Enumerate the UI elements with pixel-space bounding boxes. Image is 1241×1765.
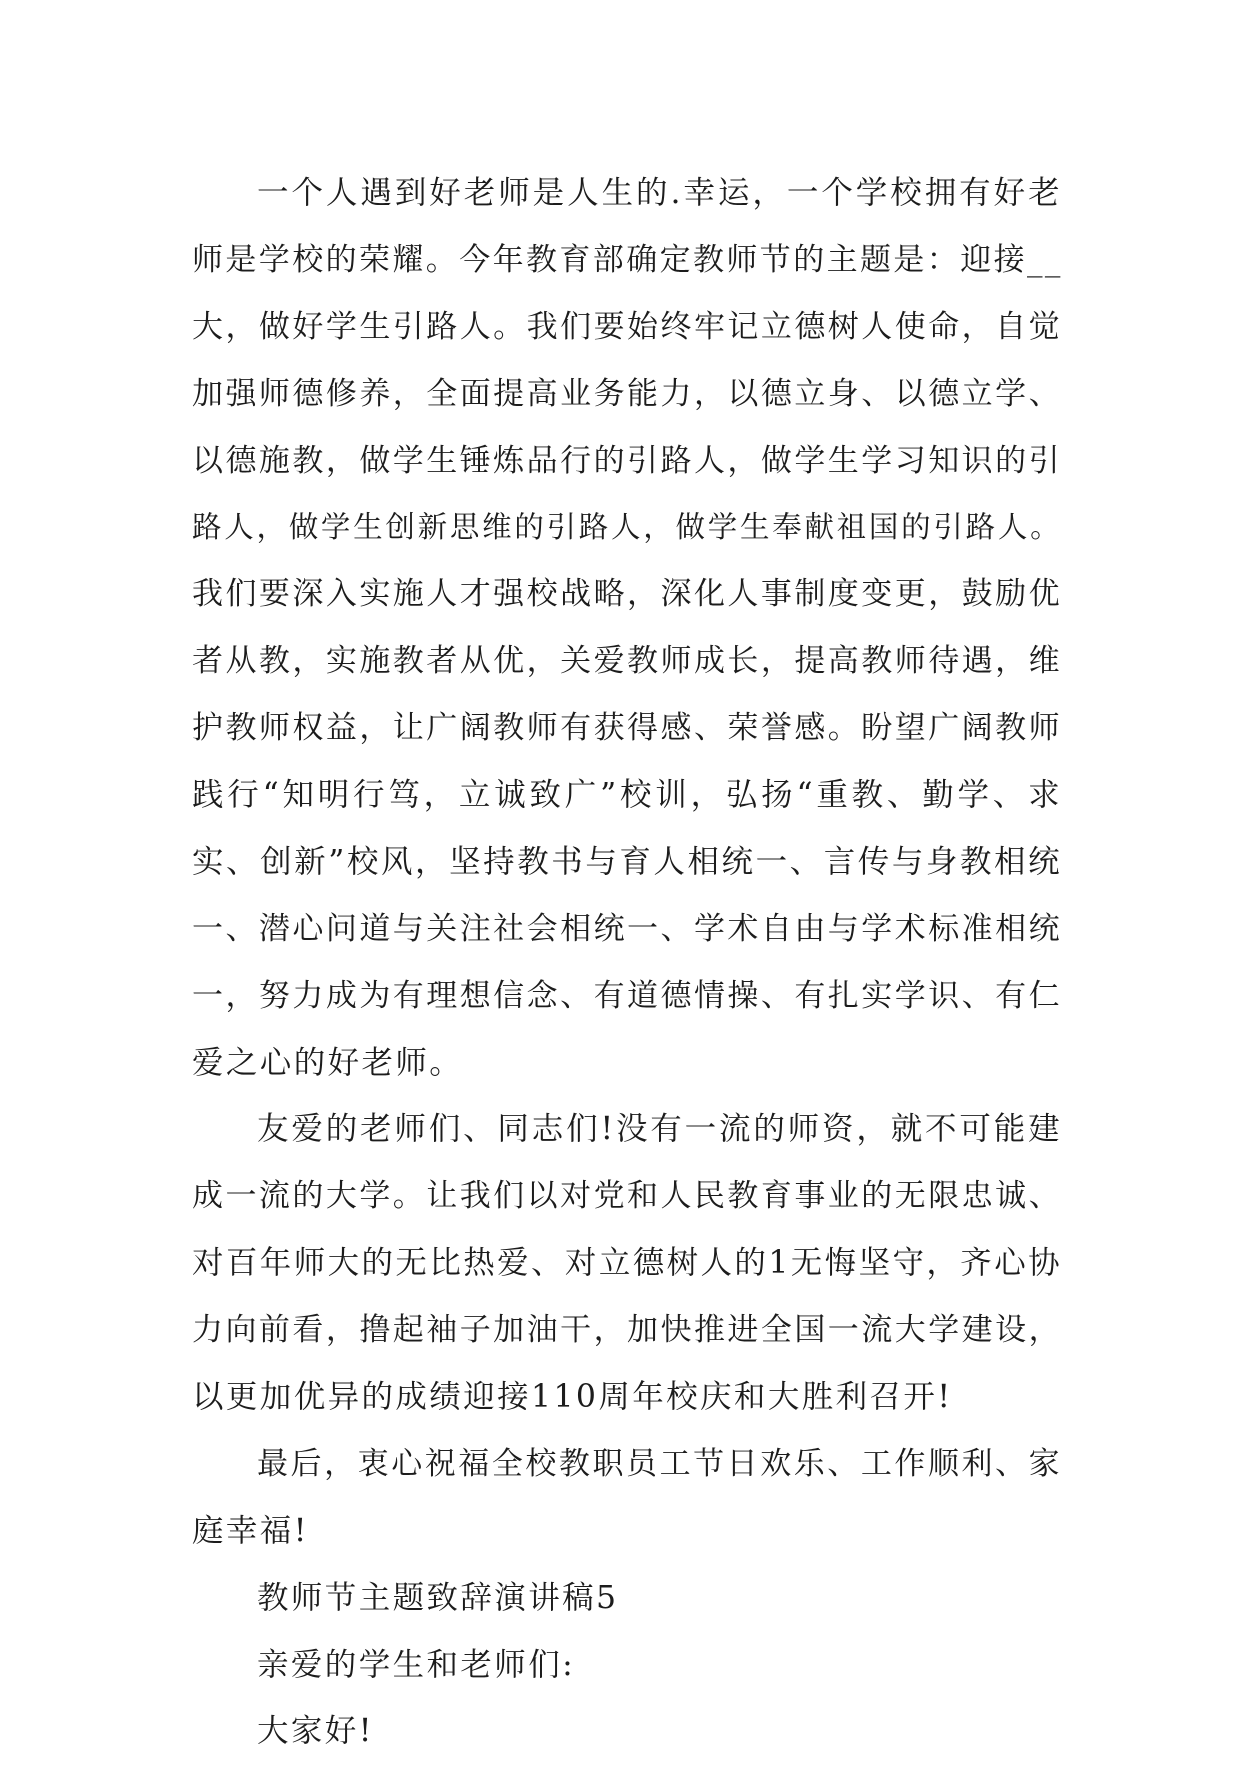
paragraph-line: 实、创新”校风，坚持教书与育人相统一、言传与身教相统: [192, 843, 1062, 880]
paragraph-line: 一个人遇到好老师是人生的.幸运，一个学校拥有好老: [257, 175, 1062, 211]
section-heading: 教师节主题致辞演讲稿5: [257, 1579, 619, 1616]
paragraph-line: 路人，做学生创新思维的引路人，做学生奉献祖国的引路人。: [192, 510, 1062, 545]
paragraph-line: 最后，衷心祝福全校教职员工节日欢乐、工作顺利、家: [257, 1445, 1062, 1482]
paragraph-line: 一、潜心问道与关注社会相统一、学术自由与学术标准相统: [192, 910, 1062, 947]
paragraph-line: 以更加优异的成绩迎接110周年校庆和大胜利召开!: [192, 1379, 953, 1416]
paragraph-line: 力向前看，撸起袖子加油干，加快推进全国一流大学建设，: [192, 1312, 1062, 1349]
paragraph-line: 以德施教，做学生锤炼品行的引路人，做学生学习知识的引: [192, 442, 1062, 479]
paragraph-line: 护教师权益，让广阔教师有获得感、荣誉感。盼望广阔教师: [192, 710, 1062, 747]
paragraph-line: 一，努力成为有理想信念、有道德情操、有扎实学识、有仁: [192, 977, 1062, 1014]
paragraph-line: 对百年师大的无比热爱、对立德树人的1无悔坚守，齐心协: [192, 1245, 1062, 1282]
paragraph-line: 爱之心的好老师。: [192, 1044, 464, 1081]
paragraph-line: 师是学校的荣耀。今年教育部确定教师节的主题是：迎接__: [192, 241, 1063, 278]
paragraph-line: 成一流的大学。让我们以对党和人民教育事业的无限忠诚、: [192, 1178, 1062, 1215]
paragraph-line: 我们要深入实施人才强校战略，深化人事制度变更，鼓励优: [192, 576, 1062, 613]
document-body: [192, 160, 1062, 1765]
greeting: 大家好!: [257, 1713, 374, 1750]
paragraph-line: 庭幸福!: [192, 1512, 309, 1549]
paragraph-line: 者从教，实施教者从优，关爱教师成长，提高教师待遇，维: [192, 643, 1062, 680]
paragraph-line: 大，做好学生引路人。我们要始终牢记立德树人使命，自觉: [192, 308, 1062, 345]
paragraph-line: 践行“知明行笃，立诚致广”校训，弘扬“重教、勤学、求: [192, 777, 1062, 814]
salutation: 亲爱的学生和老师们:: [257, 1646, 576, 1683]
paragraph-line: 加强师德修养，全面提高业务能力，以德立身、以德立学、: [192, 375, 1062, 412]
paragraph-line: 友爱的老师们、同志们!没有一流的师资，就不可能建: [257, 1111, 1062, 1148]
